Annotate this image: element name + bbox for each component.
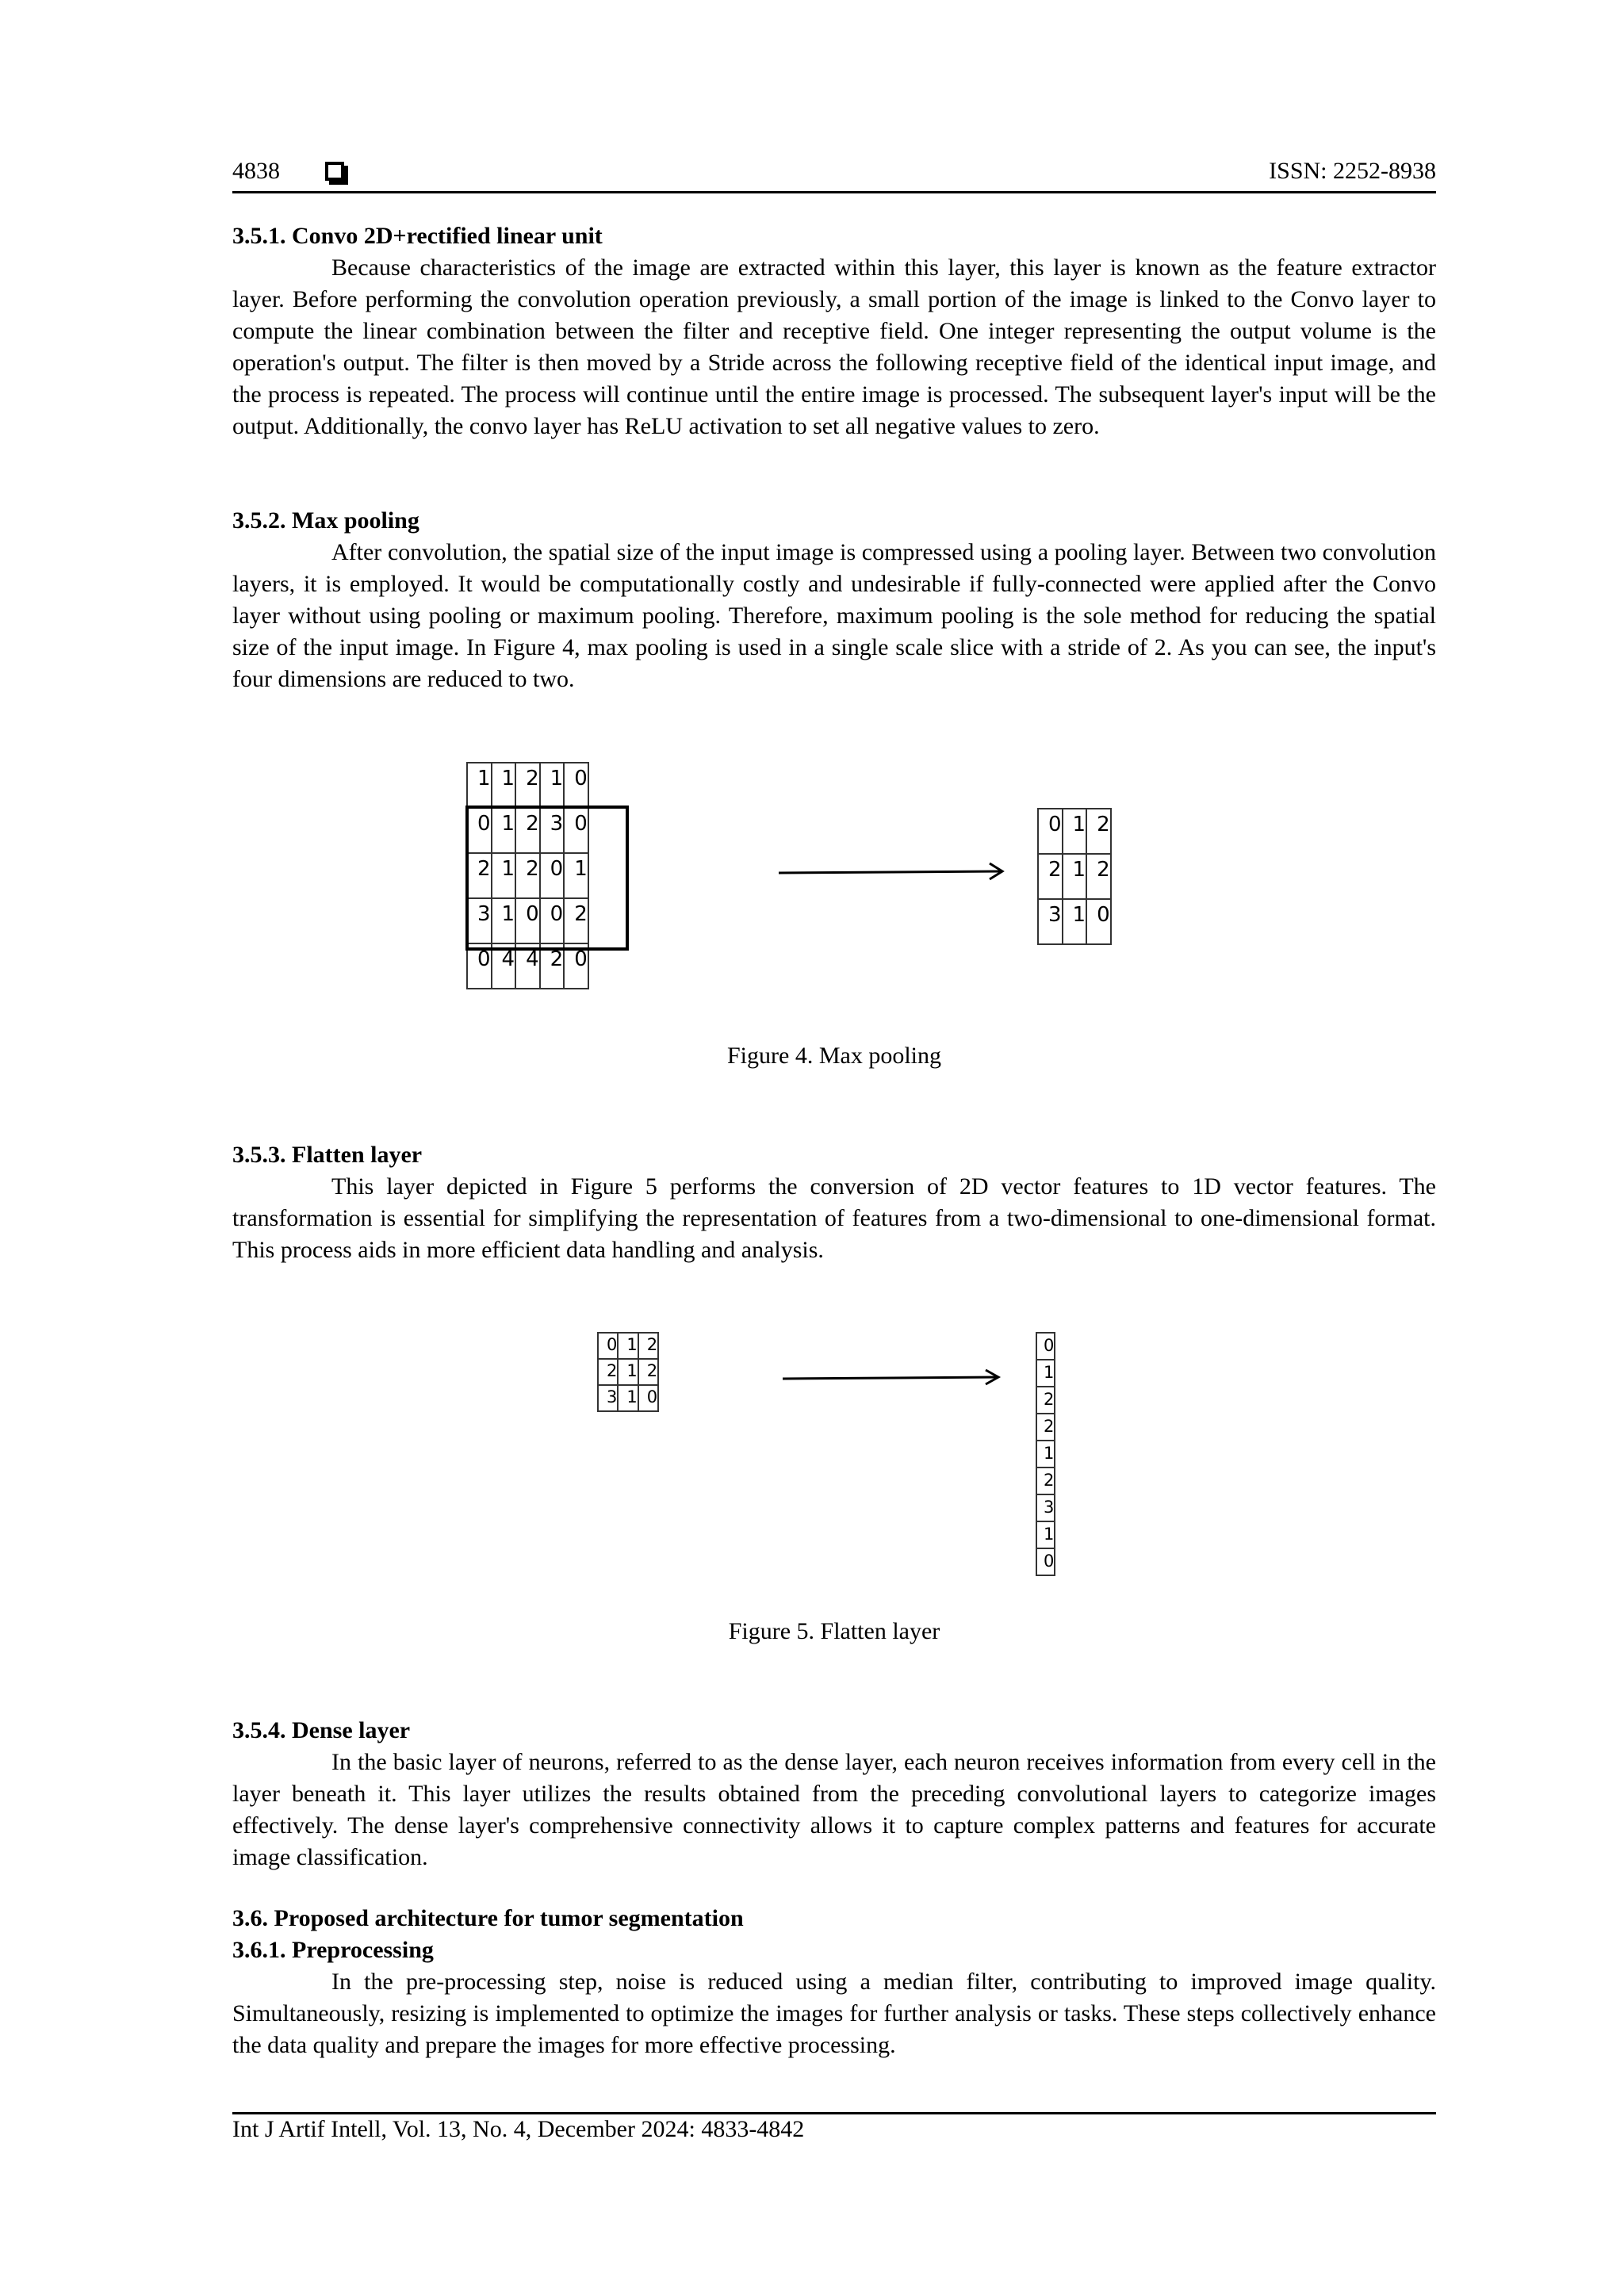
section-heading: 3.5.3. Flatten layer (232, 1142, 423, 1168)
grid-row (1036, 1414, 1055, 1441)
section-paragraph: In the pre-processing step, noise is reduced using a median filter, contributing to improved image quality. Simultaneously, resizing is implemented to optimize the images for further analysis or tasks. These steps collectively enhance the data quality and prepare the images for more effective processing. (232, 1969, 1436, 2058)
section-3-6 (232, 1903, 1436, 2061)
grid-cell: 1 (1063, 899, 1087, 944)
grid-cell: 2 (638, 1359, 658, 1385)
grid-row (598, 1333, 658, 1359)
grid-cell: 1 (492, 763, 516, 808)
issn: ISSN: 2252-8938 (1269, 158, 1436, 184)
arrow-icon (777, 860, 1007, 884)
grid-cell: 1 (467, 763, 492, 808)
grid-cell: 2 (1086, 809, 1111, 854)
grid-cell: 1 (1063, 854, 1087, 899)
grid-cell: 1 (1063, 809, 1087, 854)
grid-row (1036, 1333, 1055, 1360)
grid-cell: 3 (598, 1385, 618, 1411)
page-header (232, 155, 1436, 195)
figure-4-caption: Figure 4. Max pooling (727, 1043, 941, 1069)
grid-cell: 0 (598, 1333, 618, 1359)
grid-row (1038, 854, 1111, 899)
grid-cell: 4 (515, 943, 540, 989)
grid-cell: 0 (540, 853, 565, 898)
grid-cell: 0 (467, 808, 492, 853)
pooling-window-highlight (465, 806, 629, 951)
grid-cell: 1 (618, 1359, 638, 1385)
section-3-5-2 (232, 505, 1436, 695)
section-3-5-1 (232, 220, 1436, 442)
grid-row (598, 1385, 658, 1411)
grid-cell: 1 (618, 1385, 638, 1411)
grid-cell: 1 (1036, 1521, 1055, 1548)
grid-cell: 0 (467, 943, 492, 989)
grid-cell: 2 (1036, 1414, 1055, 1441)
grid-row (1036, 1548, 1055, 1575)
grid-cell: 2 (515, 853, 540, 898)
grid-cell: 2 (1036, 1468, 1055, 1494)
grid-row (1036, 1387, 1055, 1414)
grid-cell: 1 (492, 808, 516, 853)
grid-row (1038, 809, 1111, 854)
grid-cell: 1 (492, 853, 516, 898)
grid-cell: 1 (540, 763, 565, 808)
grid-cell: 2 (1038, 854, 1063, 899)
flatten-output-column (1036, 1332, 1055, 1576)
section-heading: 3.5.2. Max pooling (232, 507, 419, 534)
square-bullet-icon (325, 162, 344, 181)
section-heading: 3.5.4. Dense layer (232, 1717, 411, 1743)
grid-cell: 2 (564, 898, 588, 943)
grid-cell: 0 (515, 898, 540, 943)
section-paragraph: After convolution, the spatial size of the input image is compressed using a pooling layer. Between two convolution layers, it is employed. It would be computationally costly and undesirable if fully-connected were applied after the Convo layer without using pooling or maximum pooling. Therefore, maximum pooling is the sole method for reducing the spatial size of the input image. In Figure 4, max pooling is used in a single scale slice with a stride of 2. As you can see, the input's four dimensions are reduced to two. (232, 539, 1436, 692)
grid-cell: 0 (564, 943, 588, 989)
grid-cell: 1 (1036, 1360, 1055, 1387)
footer-citation: Int J Artif Intell, Vol. 13, No. 4, December 2024: 4833-4842 (232, 2116, 805, 2142)
grid-cell: 0 (638, 1385, 658, 1411)
grid-row (1038, 899, 1111, 944)
flatten-input-grid (597, 1332, 659, 1412)
section-3-5-3 (232, 1139, 1436, 1266)
grid-cell: 2 (467, 853, 492, 898)
grid-row (467, 763, 588, 808)
grid-cell: 0 (1038, 809, 1063, 854)
grid-row (1036, 1468, 1055, 1494)
grid-cell: 2 (1036, 1387, 1055, 1414)
grid-row (1036, 1494, 1055, 1521)
figure-5-caption: Figure 5. Flatten layer (728, 1618, 940, 1644)
arrow-icon (781, 1368, 1003, 1388)
grid-cell: 1 (618, 1333, 638, 1359)
grid-cell: 2 (598, 1359, 618, 1385)
grid-row (598, 1359, 658, 1385)
section-heading: 3.5.1. Convo 2D+rectified linear unit (232, 223, 603, 249)
grid-cell: 3 (1038, 899, 1063, 944)
grid-cell: 0 (540, 898, 565, 943)
section-paragraph: In the basic layer of neurons, referred to as the dense layer, each neuron receives information from every cell in the layer beneath it. This layer utilizes the results obtained from the preceding convolutional layers to categorize images effectively. The dense layer's comprehensive connectivity allows it to capture complex patterns and features for accurate image classification. (232, 1749, 1436, 1870)
grid-cell: 2 (515, 763, 540, 808)
grid-cell: 2 (515, 808, 540, 853)
grid-cell: 0 (1036, 1333, 1055, 1360)
grid-cell: 2 (1086, 854, 1111, 899)
grid-row (1036, 1521, 1055, 1548)
grid-cell: 1 (1036, 1441, 1055, 1468)
grid-cell: 0 (1086, 899, 1111, 944)
section-paragraph: This layer depicted in Figure 5 performs the conversion of 2D vector features to 1D vector features. The transformation is essential for simplifying the representation of features from a two-dimensional to one-dimensional format. This process aids in more efficient data handling and analysis. (232, 1173, 1436, 1263)
header-rule (232, 191, 1436, 193)
section-paragraph: Because characteristics of the image are extracted within this layer, this layer is known as the feature extractor layer. Before performing the convolution operation previously, a small portion of the image is linked to the Convo layer to compute the linear combination between the filter and receptive field. One integer representing the output volume is the operation's output. The filter is then moved by a Stride across the following receptive field of the identical input image, and the process is repeated. The process will continue until the entire image is processed. The subsequent layer's input will be the output. Additionally, the convo layer has ReLU activation to set all negative values to zero. (232, 254, 1436, 439)
grid-cell: 2 (638, 1333, 658, 1359)
grid-cell: 3 (467, 898, 492, 943)
grid-cell: 0 (564, 808, 588, 853)
page-number: 4838 (232, 158, 280, 184)
grid-cell: 0 (1036, 1548, 1055, 1575)
grid-row (1036, 1441, 1055, 1468)
grid-cell: 1 (564, 853, 588, 898)
grid-cell: 3 (1036, 1494, 1055, 1521)
grid-cell: 4 (492, 943, 516, 989)
section-3-5-4 (232, 1715, 1436, 1873)
section-heading: 3.6. Proposed architecture for tumor segmentation (232, 1905, 744, 1931)
grid-cell: 2 (540, 943, 565, 989)
grid-cell: 3 (540, 808, 565, 853)
grid-row (1036, 1360, 1055, 1387)
max-pooling-output-grid (1037, 808, 1112, 945)
grid-cell: 0 (564, 763, 588, 808)
grid-cell: 1 (492, 898, 516, 943)
subsection-heading: 3.6.1. Preprocessing (232, 1937, 434, 1963)
